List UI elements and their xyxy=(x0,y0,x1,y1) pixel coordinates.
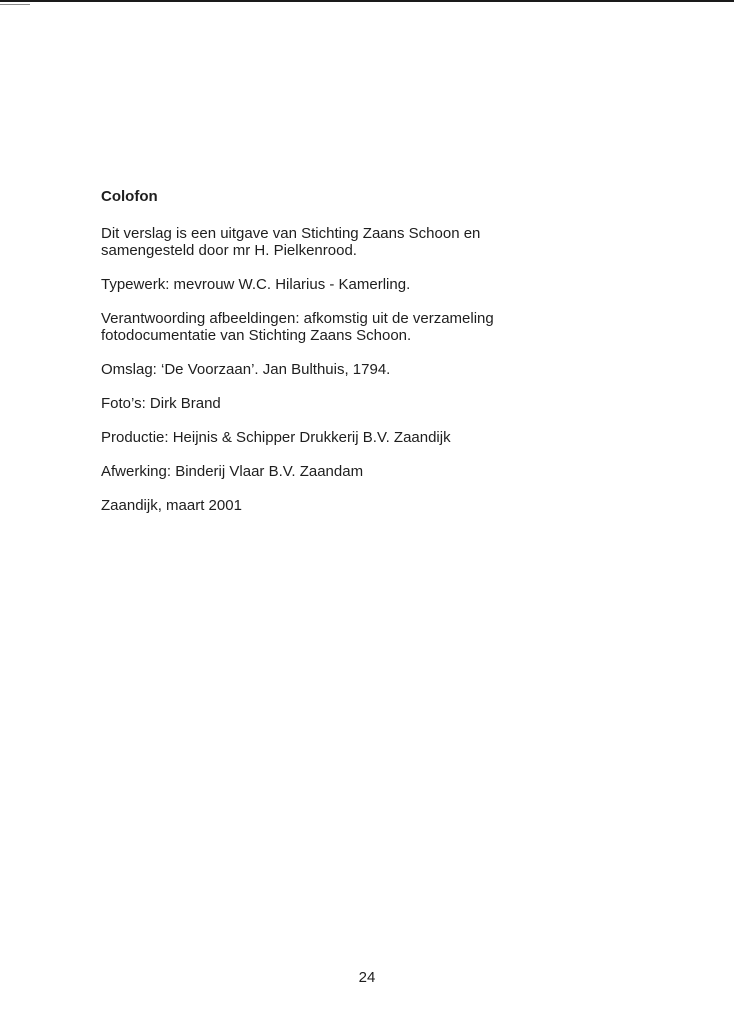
image-credits-paragraph: Verantwoording afbeeldingen: afkomstig uit de verzameling fotodocumentatie van Stichting Zaans Schoon. xyxy=(101,310,494,344)
finishing-paragraph: Afwerking: Binderij Vlaar B.V. Zaandam xyxy=(101,463,364,480)
place-date-paragraph: Zaandijk, maart 2001 xyxy=(101,497,242,514)
colophon-heading: Colofon xyxy=(101,188,158,205)
production-paragraph: Productie: Heijnis & Schipper Drukkerij B.V. Zaandijk xyxy=(101,429,451,446)
publisher-paragraph: Dit verslag is een uitgave van Stichting Zaans Schoon en samengesteld door mr H. Pielkenrood. xyxy=(101,225,481,259)
scan-corner-mark xyxy=(0,4,30,5)
cover-paragraph: Omslag: ‘De Voorzaan’. Jan Bulthuis, 1794. xyxy=(101,361,391,378)
scan-top-border xyxy=(0,0,734,2)
colophon-section xyxy=(101,188,541,531)
page-number: 24 xyxy=(358,969,376,986)
photos-paragraph: Foto’s: Dirk Brand xyxy=(101,395,221,412)
typework-paragraph: Typewerk: mevrouw W.C. Hilarius - Kamerling. xyxy=(101,276,411,293)
